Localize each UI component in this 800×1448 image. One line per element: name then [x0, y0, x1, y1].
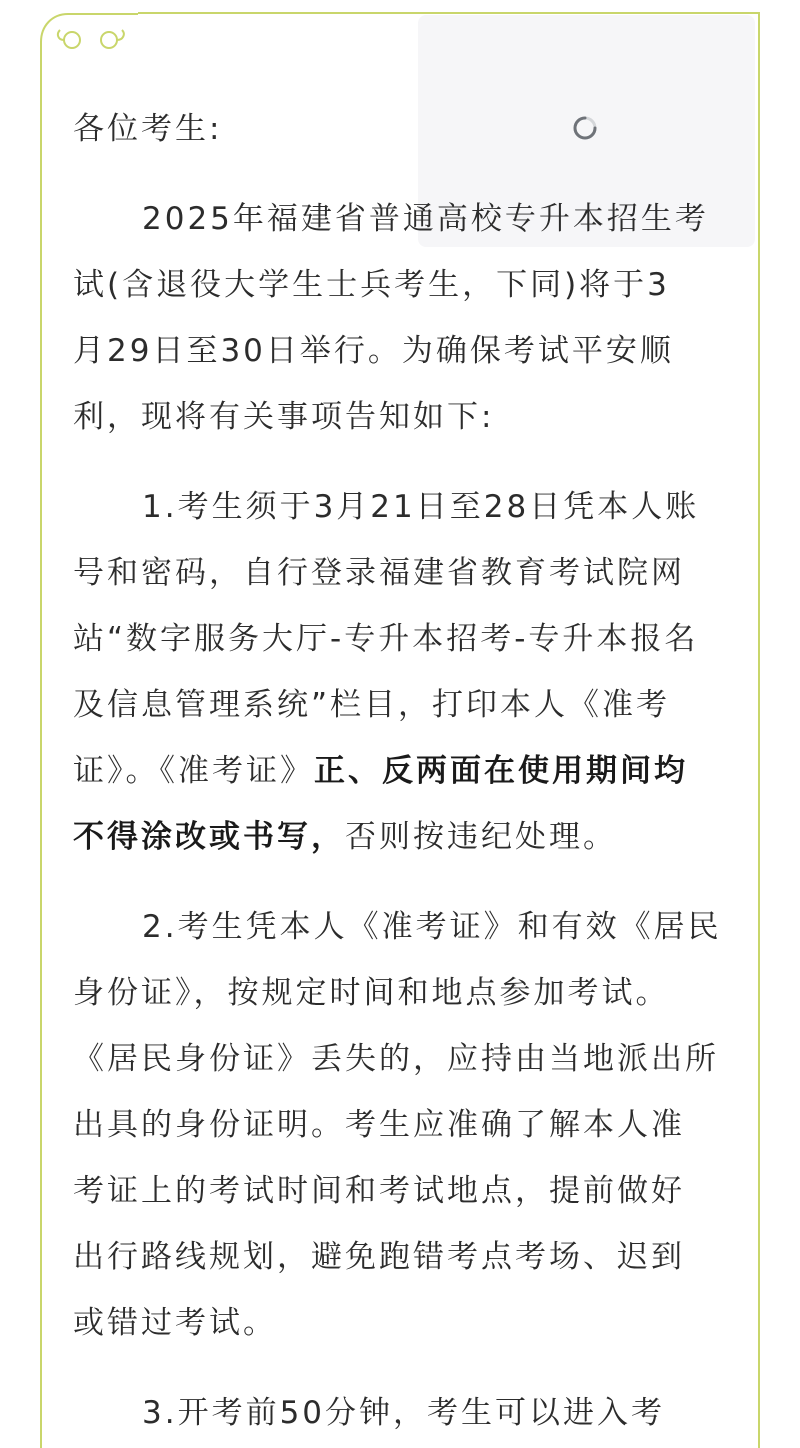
paragraph-line: 1.考生须于3月21日至28日凭本人账 — [142, 489, 700, 525]
paragraph-line: 身份证》，按规定时间和地点参加考试。 — [73, 975, 670, 1011]
paragraph-line: 利，现将有关事项告知如下: — [73, 399, 495, 435]
admission-ticket-text: 证》。《准考证》 — [73, 753, 314, 789]
scroll-curl-ornament-icon — [30, 6, 146, 68]
frame-right-border — [758, 12, 760, 1448]
paragraph-line: 及信息管理系统”栏目，打印本人《准考 — [73, 687, 671, 723]
paragraph-line: 考证上的考试时间和考试地点，提前做好 — [73, 1173, 685, 1209]
paragraph-item-2 — [73, 894, 729, 1356]
paragraph-line: 或错过考试。 — [73, 1305, 277, 1341]
paragraph-line: 试(含退役大学生士兵考生，下同)将于3 — [73, 267, 670, 303]
paragraph-intro — [73, 186, 729, 450]
paragraph-line: 号和密码，自行登录福建省教育考试院网 — [73, 555, 685, 591]
bold-warning-text: 不得涂改或书写， — [73, 819, 345, 855]
greeting: 各位考生: — [73, 111, 223, 147]
paragraph-line: 月29日至30日举行。为确保考试平安顺 — [73, 333, 674, 369]
paragraph-line: 出行路线规划，避免跑错考点考场、迟到 — [73, 1239, 685, 1275]
notice-body — [73, 96, 729, 1446]
paragraph-line: 站“数字服务大厅-专升本招考-专升本报名 — [73, 621, 699, 657]
paragraph-line: 出具的身份证明。考生应准确了解本人准 — [73, 1107, 685, 1143]
paragraph-item-3 — [73, 1380, 729, 1446]
paragraph-line: 《居民身份证》丢失的，应持由当地派出所 — [73, 1041, 719, 1077]
bold-warning-text: 正、反两面在使用期间均 — [314, 753, 688, 789]
frame-top-border — [138, 12, 760, 14]
frame-left-border — [40, 62, 42, 1448]
paragraph-line — [73, 804, 729, 870]
paragraph-line — [73, 738, 729, 804]
paragraph-item-1 — [73, 474, 729, 870]
paragraph-line: 2.考生凭本人《准考证》和有效《居民 — [142, 909, 722, 945]
paragraph-line: 3.开考前50分钟，考生可以进入考 — [142, 1395, 666, 1431]
penalty-text: 否则按违纪处理。 — [345, 819, 617, 855]
paragraph-line: 2025年福建省普通高校专升本招生考 — [142, 201, 709, 237]
